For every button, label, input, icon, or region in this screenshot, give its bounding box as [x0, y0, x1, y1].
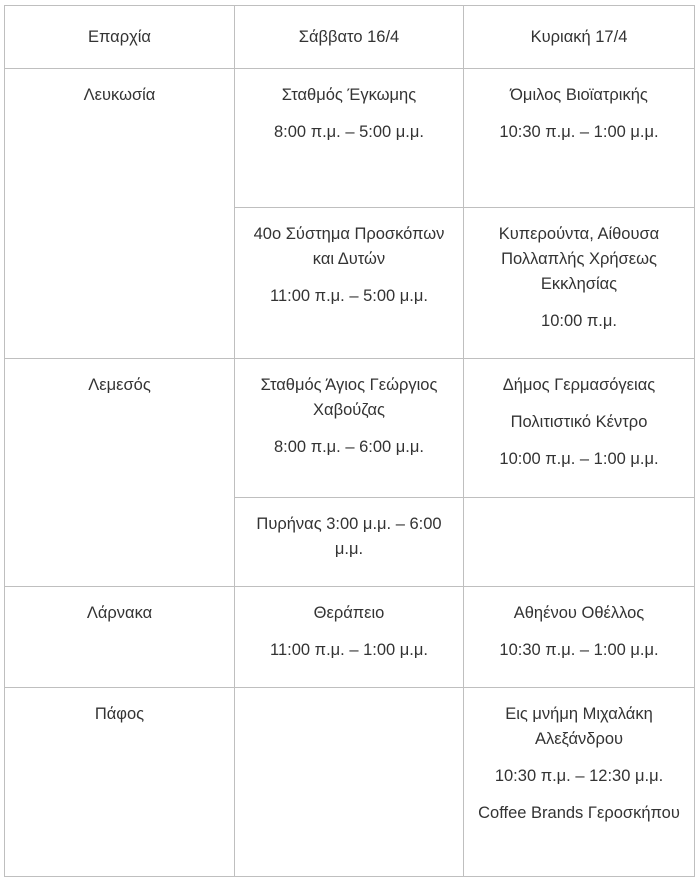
table-row: [5, 688, 695, 877]
district-name: Πάφος: [94, 705, 145, 723]
table-row: [5, 359, 695, 498]
venue-time: 10:30 π.μ. – 1:00 μ.μ.: [499, 641, 659, 659]
schedule-table: [4, 5, 695, 877]
venue-name: Πυρήνας 3:00 μ.μ. – 6:00 μ.μ.: [256, 515, 442, 558]
table-row: [5, 69, 695, 208]
saturday-cell: [235, 69, 464, 208]
sunday-cell: [464, 688, 695, 877]
venue-time: 10:00 π.μ.: [541, 312, 617, 330]
sunday-cell: [464, 587, 695, 688]
venue-name: Όμιλος Βιοϊατρικής: [510, 86, 648, 104]
saturday-cell: [235, 359, 464, 498]
header-sunday: Κυριακή 17/4: [464, 6, 695, 69]
header-row: [5, 6, 695, 69]
sunday-cell: [464, 69, 695, 208]
table-row: [5, 587, 695, 688]
district-name: Λεμεσός: [88, 376, 151, 394]
venue-time: 10:30 π.μ. – 12:30 μ.μ.: [494, 767, 664, 785]
district-cell: [5, 359, 235, 587]
venue-time: 8:00 π.μ. – 5:00 μ.μ.: [274, 123, 424, 141]
district-cell: [5, 688, 235, 877]
venue-name: Εις μνήμη Μιχαλάκη Αλεξάνδρου: [505, 705, 653, 748]
venue-name: 40ο Σύστημα Προσκόπων και Δυτών: [253, 225, 445, 268]
venue-name: Σταθμός Έγκωμης: [281, 86, 417, 104]
venue-time: 11:00 π.μ. – 5:00 μ.μ.: [270, 287, 428, 305]
header-district: Επαρχία: [5, 6, 235, 69]
venue-name: Δήμος Γερμασόγειας: [502, 376, 656, 394]
district-name: Λευκωσία: [83, 86, 156, 104]
sunday-cell: [464, 208, 695, 359]
saturday-cell: [235, 688, 464, 877]
district-cell: [5, 587, 235, 688]
venue-name: Αθηένου Οθέλλος: [513, 604, 645, 622]
district-cell: [5, 69, 235, 359]
venue-name: Σταθμός Άγιος Γεώργιος Χαβούζας: [260, 376, 438, 419]
district-name: Λάρνακα: [86, 604, 153, 622]
venue-time: 11:00 π.μ. – 1:00 μ.μ.: [270, 641, 428, 659]
venue-time: 10:30 π.μ. – 1:00 μ.μ.: [499, 123, 659, 141]
saturday-cell: [235, 498, 464, 587]
saturday-cell: [235, 587, 464, 688]
venue-extra: Πολιτιστικό Κέντρο: [510, 413, 648, 431]
header-saturday: Σάββατο 16/4: [235, 6, 464, 69]
venue-time: 10:00 π.μ. – 1:00 μ.μ.: [499, 450, 659, 468]
sunday-cell: [464, 498, 695, 587]
venue-name: Κυπερούντα, Αίθουσα Πολλαπλής Χρήσεως Εκκλησίας: [498, 225, 660, 293]
venue-name: Θεράπειο: [313, 604, 385, 622]
saturday-cell: [235, 208, 464, 359]
venue-extra: Coffee Brands Γεροσκήπου: [478, 804, 680, 822]
sunday-cell: [464, 359, 695, 498]
venue-time: 8:00 π.μ. – 6:00 μ.μ.: [274, 438, 424, 456]
